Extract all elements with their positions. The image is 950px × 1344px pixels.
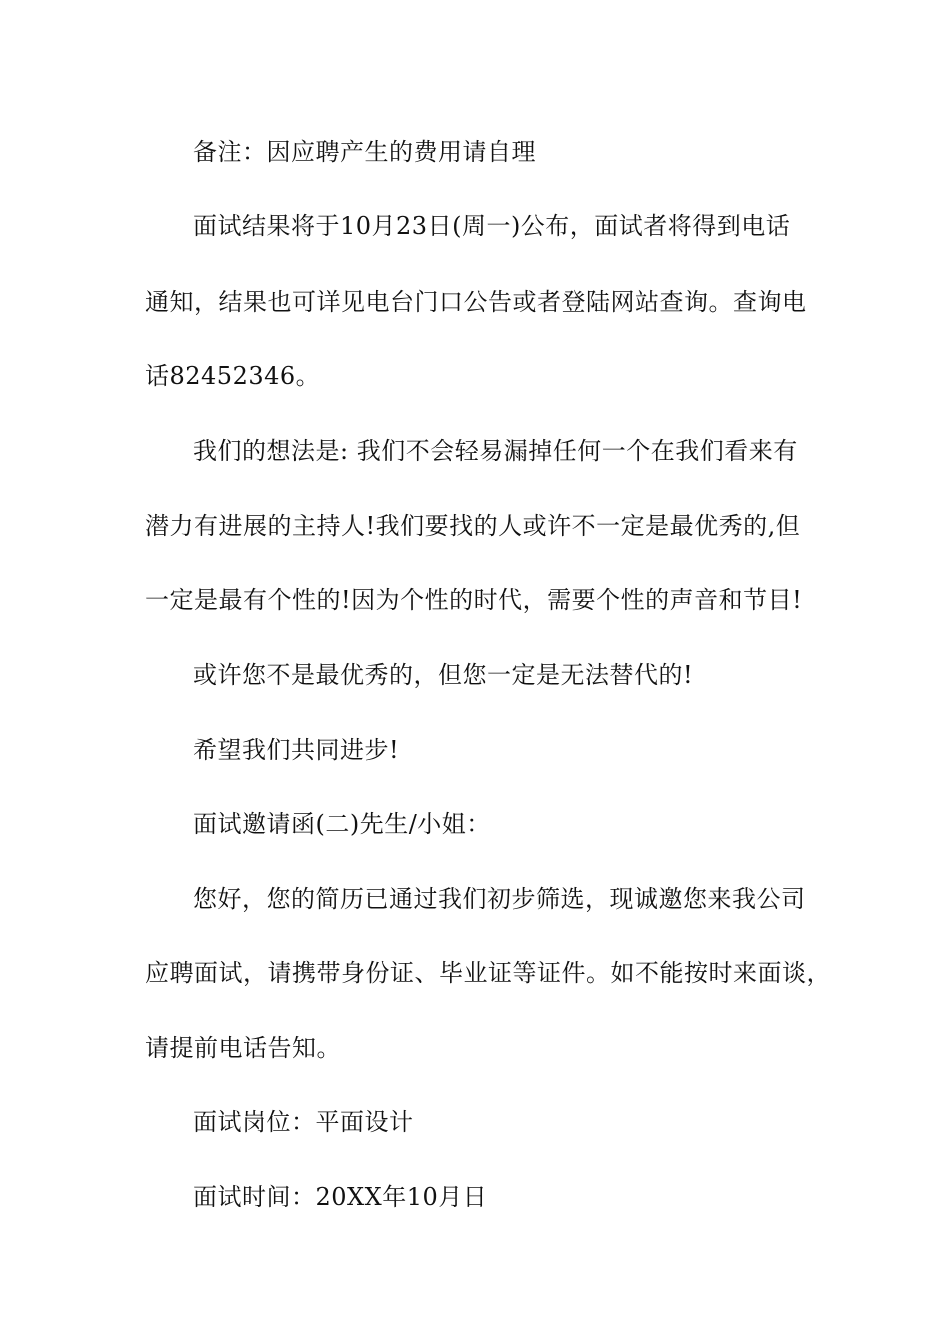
note-line: 备注：因应聘产生的费用请自理 — [193, 138, 536, 166]
paragraph-line: 一定是最有个性的!因为个性的时代，需要个性的声音和节目! — [145, 586, 803, 614]
interview-position-line: 面试岗位：平面设计 — [193, 1108, 414, 1136]
paragraph-line: 或许您不是最优秀的，但您一定是无法替代的! — [193, 661, 694, 689]
letter-heading: 面试邀请函(二)先生/小姐： — [193, 810, 491, 838]
paragraph-line: 请提前电话告知。 — [145, 1034, 341, 1062]
paragraph-line: 我们的想法是: 我们不会轻易漏掉任何一个在我们看来有 — [193, 437, 798, 465]
paragraph-line: 话82452346。 — [145, 362, 321, 390]
paragraph-line: 通知，结果也可详见电台门口公告或者登陆网站查询。查询电 — [145, 288, 807, 316]
paragraph-line: 您好，您的简历已通过我们初步筛选，现诚邀您来我公司 — [193, 885, 806, 913]
paragraph-line: 潜力有进展的主持人!我们要找的人或许不一定是最优秀的,但 — [145, 512, 801, 540]
interview-time-line: 面试时间：20XX年10月日 — [193, 1183, 488, 1211]
paragraph-line: 应聘面试，请携带身份证、毕业证等证件。如不能按时来面谈， — [145, 959, 831, 987]
paragraph-line: 希望我们共同进步! — [193, 736, 400, 764]
paragraph-line: 面试结果将于10月23日(周一)公布，面试者将得到电话 — [193, 212, 791, 240]
